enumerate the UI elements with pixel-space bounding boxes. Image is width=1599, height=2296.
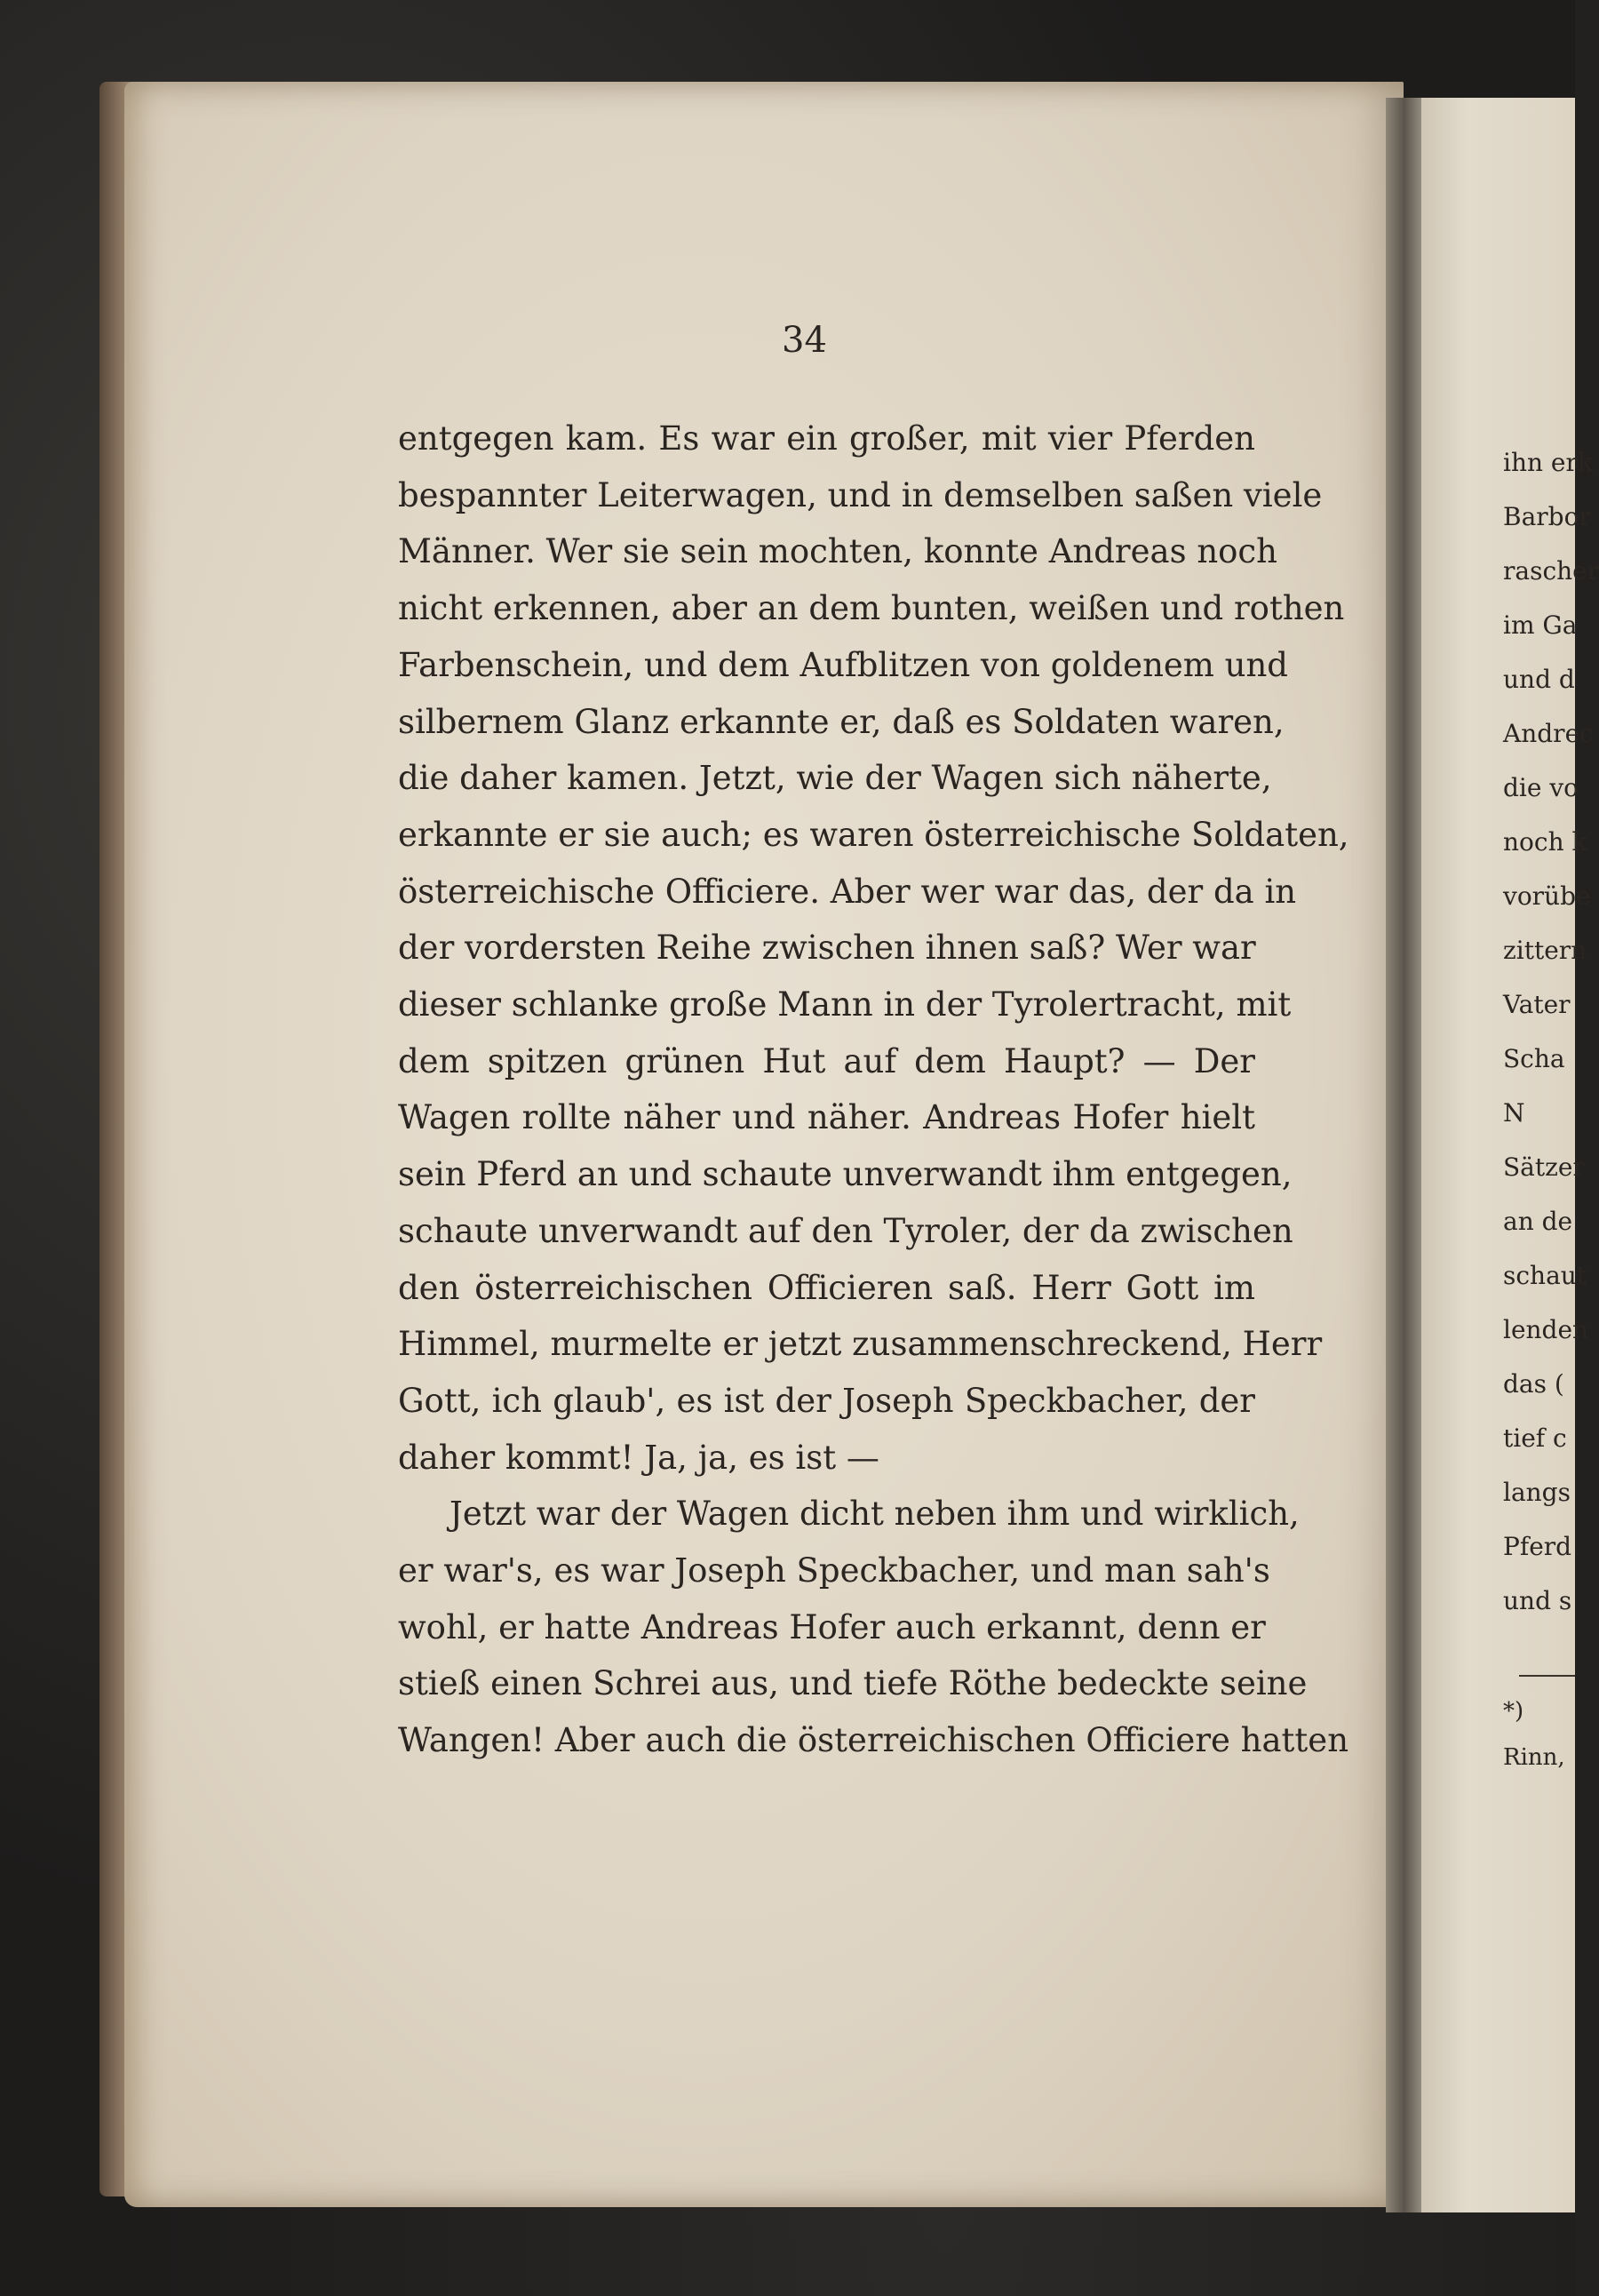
body-text xyxy=(398,411,1349,1769)
facing-line: noch k xyxy=(1503,827,1587,857)
facing-line: N xyxy=(1503,1098,1525,1128)
text-line: Männer. Wer sie sein mochten, konnte Andreas noch xyxy=(398,532,1277,571)
text-line: er war's, es war Joseph Speckbacher, und man sah's xyxy=(398,1551,1270,1590)
text-line: Himmel, murmelte er jetzt zusammenschreckend, Herr xyxy=(398,1325,1323,1364)
text-line: sein Pferd an und schaute unverwandt ihm entgegen, xyxy=(398,1155,1293,1194)
facing-line: das ( xyxy=(1503,1369,1564,1399)
facing-line: im Ga xyxy=(1503,610,1578,640)
text-line: entgegen kam. Es war ein großer, mit vier Pferden xyxy=(398,419,1255,458)
text-line: der vordersten Reihe zwischen ihnen saß? Wer war xyxy=(398,929,1256,968)
facing-line: langs xyxy=(1503,1478,1571,1507)
facing-line: an de xyxy=(1503,1207,1573,1236)
page-number: 34 xyxy=(782,320,827,361)
facing-line: vorübe xyxy=(1503,881,1591,911)
text-line: nicht erkennen, aber an dem bunten, weißen und rothen xyxy=(398,589,1345,628)
text-line: erkannte er sie auch; es waren österreichische Soldaten, xyxy=(398,815,1349,854)
text-line: den österreichischen Officieren saß. Herr Gott im xyxy=(398,1268,1255,1307)
text-line: bespannter Leiterwagen, und in demselben saßen viele xyxy=(398,475,1323,514)
text-line: schaute unverwandt auf den Tyroler, der da zwischen xyxy=(398,1211,1293,1250)
facing-line: zittern xyxy=(1503,936,1587,965)
footnote-line: *) xyxy=(1503,1698,1524,1725)
facing-line: Sätzer xyxy=(1503,1152,1585,1182)
facing-line: Vater xyxy=(1503,990,1571,1019)
footnote-line: Rinn, xyxy=(1503,1744,1565,1771)
text-line: dem spitzen grünen Hut auf dem Haupt? — Der xyxy=(398,1041,1255,1080)
facing-line: und s xyxy=(1503,1586,1572,1615)
facing-line: rascher xyxy=(1503,556,1599,586)
facing-page-text xyxy=(1503,435,1599,1628)
text-line: die daher kamen. Jetzt, wie der Wagen sich näherte, xyxy=(398,759,1272,798)
facing-line: schaut xyxy=(1503,1261,1587,1290)
facing-line: Barbor xyxy=(1503,502,1591,531)
facing-line: Pferd xyxy=(1503,1532,1572,1561)
facing-line: und d xyxy=(1503,665,1575,694)
facing-footnote xyxy=(1503,1688,1583,1781)
text-line: Jetzt war der Wagen dicht neben ihm und wirklich, xyxy=(449,1495,1300,1534)
footnote-rule xyxy=(1519,1675,1575,1677)
text-line: stieß einen Schrei aus, und tiefe Röthe bedeckte seine xyxy=(398,1664,1308,1703)
text-line: österreichische Officiere. Aber wer war das, der da in xyxy=(398,872,1297,911)
text-line: Gott, ich glaub', es ist der Joseph Speckbacher, der xyxy=(398,1381,1255,1420)
text-line: dieser schlanke große Mann in der Tyrolertracht, mit xyxy=(398,985,1292,1024)
facing-line: die vo xyxy=(1503,773,1579,802)
text-line: Farbenschein, und dem Aufblitzen von goldenem und xyxy=(398,645,1288,684)
text-line: wohl, er hatte Andreas Hofer auch erkannt, denn er xyxy=(398,1607,1266,1646)
facing-line: tief c xyxy=(1503,1423,1567,1453)
facing-line: Andrec xyxy=(1503,719,1594,748)
text-line: Wangen! Aber auch die österreichischen Officiere hatten xyxy=(398,1721,1349,1760)
text-line: Wagen rollte näher und näher. Andreas Hofer hielt xyxy=(398,1098,1255,1137)
facing-line: ihn erk xyxy=(1503,448,1593,477)
facing-line: Scha xyxy=(1503,1044,1565,1073)
text-line: silbernem Glanz erkannte er, daß es Soldaten waren, xyxy=(398,702,1285,741)
text-line: daher kommt! Ja, ja, es ist — xyxy=(398,1438,879,1477)
facing-line: lenden xyxy=(1503,1315,1589,1344)
